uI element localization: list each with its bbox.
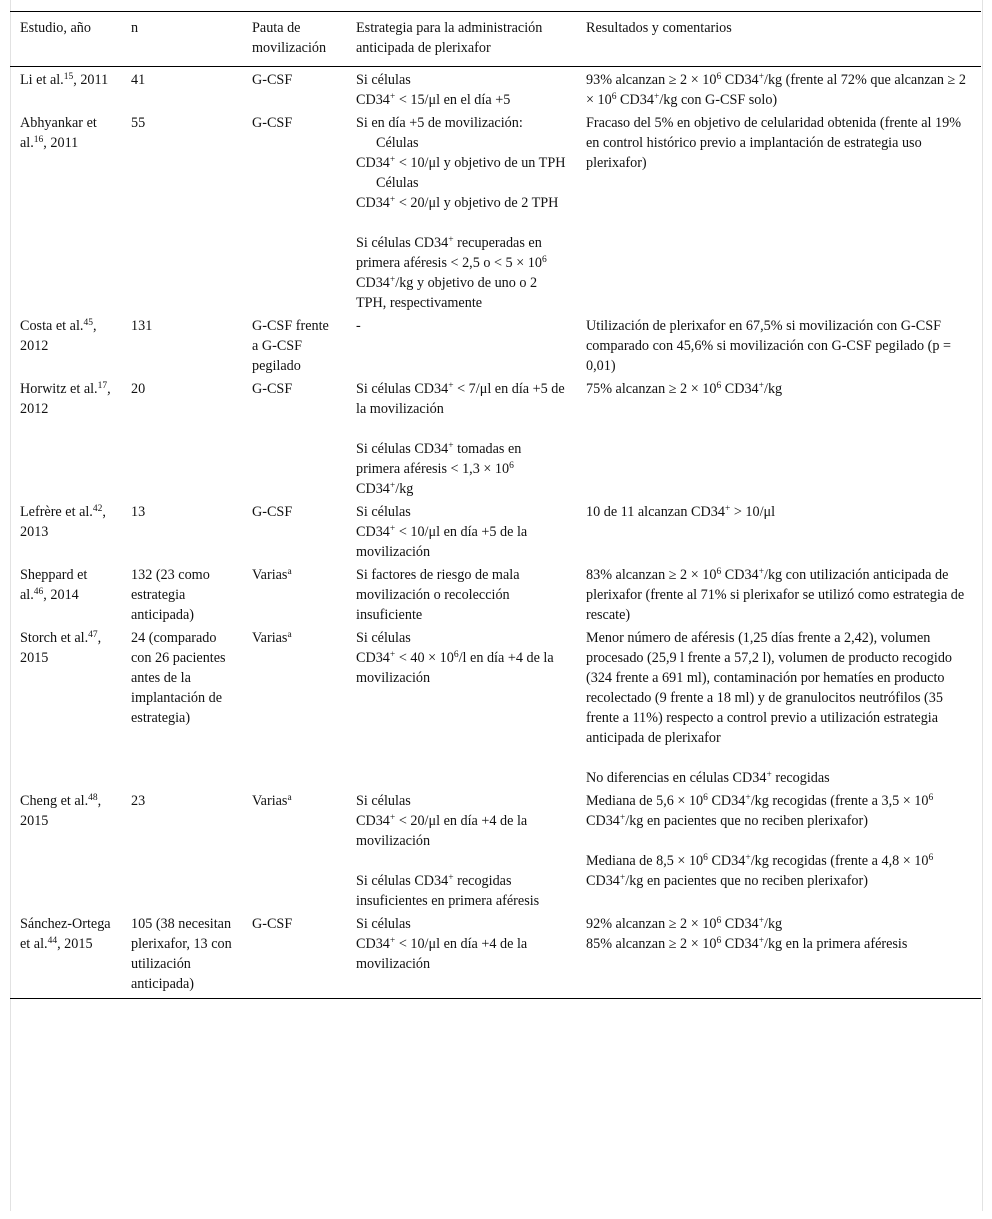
- results-cell: 92% alcanzan ≥ $2 \times 10^6$ CD34+/kg 85% alcanzan ≥ $2 \times 10^6$ CD34+/kg en la primera aféresis: [576, 911, 981, 999]
- n-cell: 105 (38 necesitan plerixafor, 13 con utilización anticipada): [121, 911, 242, 999]
- mobilization-cell: G-CSF: [252, 72, 293, 88]
- strategy-cell: Si células CD34+ < 20/μl en día +4 de la movilización Si células CD34+ recogidas insuficientes en primera aféresis: [356, 793, 540, 909]
- study-cell: Sánchez-Ortega et al.$^{44}$, 2015: [10, 911, 121, 999]
- results-cell: Fracaso del 5% en objetivo de celularidad obtenida (frente al 19% en control histórico previo a implantación de estrategia uso plerixafor): [586, 115, 962, 171]
- results-cell: 10 de 11 alcanzan CD34+ > 10/μl: [586, 504, 776, 520]
- header-row: [10, 12, 981, 67]
- n-cell: 20: [131, 381, 146, 397]
- n-cell: 132 (23 como estrategia anticipada): [131, 567, 210, 623]
- header-mobilization: Pauta de movilización: [242, 12, 346, 67]
- study-cell: Sheppard et al.$^{46}$, 2014: [20, 567, 88, 603]
- table-row: [10, 110, 981, 313]
- n-cell: 13: [131, 504, 146, 520]
- table-row: [10, 67, 981, 111]
- strategy-cell: -: [356, 318, 361, 334]
- study-cell: Storch et al.$^{47}$, 2015: [20, 630, 102, 666]
- table-row: [10, 911, 981, 999]
- mobilization-cell: G-CSF: [252, 504, 293, 520]
- results-cell: Utilización de plerixafor en 67,5% si movilización con G-CSF comparado con 45,6% si movilización con G-CSF pegilado (p = 0,01): [586, 318, 951, 374]
- results-cell: 75% alcanzan ≥ $2 \times 10^6$ CD34+/kg: [586, 381, 783, 397]
- mobilization-cell: Varias$^a$: [252, 793, 292, 809]
- table-row: [10, 376, 981, 499]
- mobilization-cell: G-CSF: [242, 911, 346, 999]
- study-cell: Costa et al.$^{45}$, 2012: [20, 318, 97, 354]
- study-cell: Horwitz et al.$^{17}$, 2012: [20, 381, 111, 417]
- study-cell: Cheng et al.$^{48}$, 2015: [20, 793, 102, 829]
- results-cell: 83% alcanzan ≥ $2 \times 10^6$ CD34+/kg con utilización anticipada de plerixafor (frente al 71% si plerixafor se utilizó como estrategia de rescate): [586, 567, 965, 623]
- n-cell: 24 (comparado con 26 pacientes antes de la implantación de estrategia): [131, 630, 226, 726]
- results-cell: Menor número de aféresis (1,25 días frente a 2,42), volumen procesado (25,9 l frente a 57,2 l), volumen de producto recogido (324 frente a 691 ml), contaminación por hematíes en producto recolectado (9 frente a 18 ml) y de granulocitos neutrófilos (35 frente a 11%) respecto a control previo a utilización estrategia anticipada de plerixafor No diferencias en células CD34+ recogidas: [586, 630, 953, 786]
- table-row: [10, 313, 981, 376]
- strategy-cell: Si células CD34+ < 15/μl en el día +5: [356, 72, 511, 108]
- strategy-cell: Si en día +5 de movilización: Células CD34+ < 10/μl y objetivo de un TPH Células CD34+ < 20/μl y objetivo de 2 TPH Si células CD34+ recuperadas en primera aféresis < 2,5 $o < 5 \times 10^6$ CD34+/kg y objetivo de uno o 2 TPH, respectivamente: [356, 115, 566, 311]
- results-cell: 93% alcanzan ≥ $2 \times 10^6$ CD34+/kg (frente al 72% que alcanzan ≥ $2 \times 10^6$ CD34+/kg con G-CSF solo): [586, 72, 966, 108]
- n-cell: 23: [131, 793, 146, 809]
- study-cell: Lefrère et al.$^{42}$, 2013: [20, 504, 106, 540]
- header-results: Resultados y comentarios: [576, 12, 981, 67]
- n-cell: 131: [131, 318, 153, 334]
- table-row: [10, 625, 981, 788]
- n-cell: 41: [131, 72, 146, 88]
- study-cell: Li et al.$^{15}$, 2011: [20, 72, 109, 88]
- table-row: [10, 788, 981, 911]
- mobilization-cell: G-CSF: [252, 115, 293, 131]
- header-n: n: [121, 12, 242, 67]
- mobilization-cell: G-CSF: [252, 381, 293, 397]
- header-study: Estudio, año: [10, 12, 121, 67]
- strategy-cell: Si células $CD34^+ < 40 \times 10^6/l$ en día +4 de la movilización: [356, 630, 554, 686]
- study-cell: Abhyankar et al.$^{16}$, 2011: [20, 115, 97, 151]
- table-row: [10, 562, 981, 625]
- strategy-cell: Si células CD34+ < 7/μl en día +5 de la movilización Si células CD34+ tomadas en primera aféresis < $1,3 \times 10^6$ CD34+/kg: [356, 381, 565, 497]
- mobilization-cell: G-CSF frente a G-CSF pegilado: [252, 318, 329, 374]
- mobilization-cell: Varias$^a$: [252, 630, 292, 646]
- header-strategy: Estrategia para la administración anticipada de plerixafor: [346, 12, 576, 67]
- strategy-cell: Si células CD34+ < 10/μl en día +5 de la movilización: [356, 504, 528, 560]
- results-cell: Mediana de $5,6 \times 10^6$ CD34+/kg recogidas (frente a $3,5 \times 10^6$ CD34+/kg en pacientes que no reciben plerixafor) Mediana de $8,5 \times 10^6$ CD34+/kg recogidas (frente a $4,8 \times 10^6$ CD34+/kg en pacientes que no reciben plerixafor): [586, 793, 934, 889]
- n-cell: 55: [131, 115, 146, 131]
- mobilization-cell: Varias$^a$: [252, 567, 292, 583]
- strategy-cell: Si factores de riesgo de mala movilización o recolección insuficiente: [356, 567, 520, 623]
- strategy-cell: Si células CD34+ < 10/μl en día +4 de la movilización: [346, 911, 576, 999]
- plerixafor-studies-table: [10, 11, 981, 999]
- table-row: [10, 499, 981, 562]
